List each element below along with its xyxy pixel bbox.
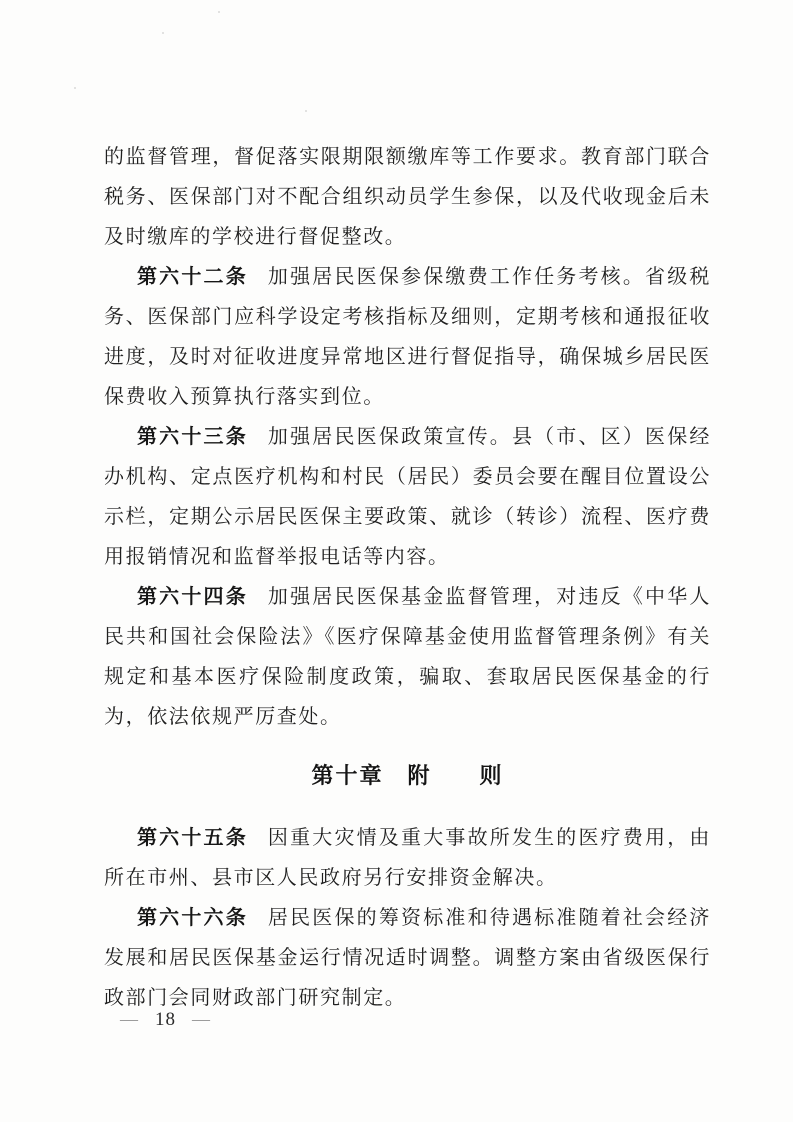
article-65-paragraph bbox=[104, 818, 711, 898]
article-64-text: 加强居民医保基金监督管理，对违反《中华人民共和国社会保险法》《医疗保障基金使用监督管理条例》有关规定和基本医疗保险制度政策，骗取、套取居民医保基金的行为，依法依规严厉查处。 bbox=[104, 586, 712, 728]
page-number-dash-right: — bbox=[192, 1009, 211, 1029]
article-65-number: 第六十五条 bbox=[137, 827, 248, 849]
article-66-text: 居民医保的筹资标准和待遇标准随着社会经济发展和居民医保基金运行情况适时调整。调整方案由省级医保行政部门会同财政部门研究制定。 bbox=[104, 907, 712, 1009]
scan-speck bbox=[162, 32, 164, 34]
page-number-value: 18 bbox=[155, 1009, 176, 1030]
scan-speck bbox=[74, 87, 76, 89]
page-number bbox=[120, 1004, 211, 1035]
scan-speck bbox=[218, 11, 220, 13]
continuation-paragraph: 的监督管理，督促落实限期限额缴库等工作要求。教育部门联合税务、医保部门对不配合组织动员学生参保，以及代收现金后未及时缴库的学校进行督促整改。 bbox=[104, 146, 711, 248]
article-65-text: 因重大灾情及重大事故所发生的医疗费用，由所在市州、县市区人民政府另行安排资金解决。 bbox=[104, 827, 712, 889]
document-body bbox=[104, 137, 711, 1018]
article-64-paragraph bbox=[104, 577, 711, 737]
article-64-number: 第六十四条 bbox=[137, 586, 248, 608]
article-62-text: 加强居民医保参保缴费工作任务考核。省级税务、医保部门应科学设定考核指标及细则，定期考核和通报征收进度，及时对征收进度异常地区进行督促指导，确保城乡居民医保费收入预算执行落实到位。 bbox=[104, 266, 712, 408]
chapter-heading: 第十章 附 则 bbox=[311, 763, 504, 788]
page-number-dash-left: — bbox=[120, 1009, 139, 1029]
article-63-number: 第六十三条 bbox=[137, 426, 248, 448]
article-62-number: 第六十二条 bbox=[137, 266, 248, 288]
article-63-text: 加强居民医保政策宣传。县（市、区）医保经办机构、定点医疗机构和村民（居民）委员会要在醒目位置设公示栏，定期公示居民医保主要政策、就诊（转诊）流程、医疗费用报销情况和监督举报电话等内容。 bbox=[104, 426, 712, 568]
article-66-number: 第六十六条 bbox=[137, 907, 248, 929]
scan-speck bbox=[305, 110, 307, 112]
article-62-paragraph bbox=[104, 257, 711, 417]
article-66-paragraph bbox=[104, 898, 711, 1018]
article-63-paragraph bbox=[104, 417, 711, 577]
